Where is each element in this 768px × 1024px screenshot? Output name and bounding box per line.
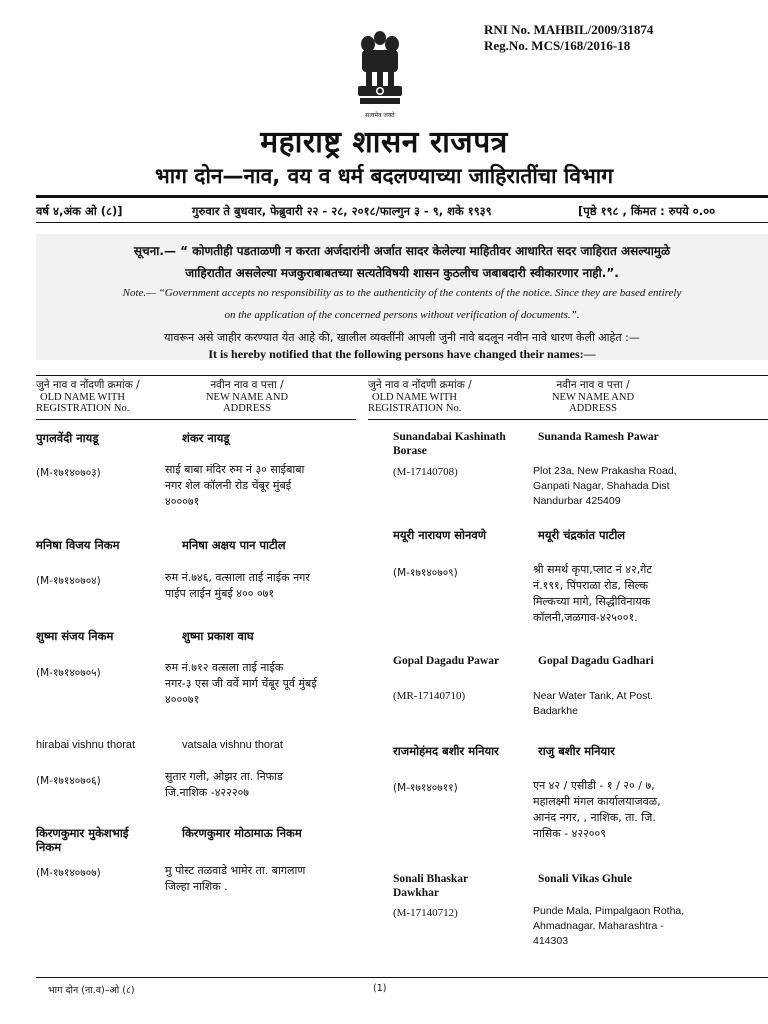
left-address-4: सुतार गली, ओझर ता. निफाड जि.नाशिक -४२२२०७ [165,770,283,799]
rni-number: RNI No. MAHBIL/2009/31874 [484,22,654,37]
right-reg-3: (MR-17140710) [393,690,466,702]
right-old-name-5: Sonali Bhaskar Dawkhar [393,873,469,899]
left-address-3: रुम नं.७१२ वत्सला ताई नाईक नगर-३ एस जी वर्वे मार्ग चेंबूर पूर्व मुंबई ४०००७१ [165,661,317,706]
right-reg-2: (M-१७१४०७०९) [393,567,458,579]
notice-marathi-line-2: जाहिरातीत असलेल्या मजकुराबाबतच्या सत्यतेविषयी शासन कुठलीच जबाबदारी स्वीकारणार नाही.”. [185,266,619,280]
state-emblem-icon [348,28,412,120]
left-new-name-1: शंकर नायडू [182,431,230,445]
left-reg-5: (M-१७१४०७०७) [36,867,101,879]
right-old-name-3: Gopal Dagadu Pawar [393,655,500,667]
right-old-name-4: राजमोहंमद बशीर मनियार [393,744,499,758]
right-address-2: श्री समर्थ कृपा,प्लाट नं ४२,गेट नं.१९१, पिंपराळा रोड, सिल्क मिल्कच्या मागे, सिद्धीविनायक कॉलनी,जळगाव-४२५००१. [533,563,652,624]
left-new-name-3: शुष्मा प्रकाश वाघ [182,629,254,643]
notice-marathi-line-3: यावरून असे जाहीर करण्यात येत आहे की, खालील व्यक्तींनी आपली जुनी नावे बदलून नवीन नावे धारण केली आहेत :— [164,331,640,344]
right-old-name-1: Sunandabai Kashinath Borase [393,431,506,457]
table-top-rule [36,375,768,376]
right-new-name-1: Sunanda Ramesh Pawar [538,431,659,443]
right-reg-5: (M-17140712) [393,907,458,919]
right-old-name-2: मयूरी नारायण सोनवणे [393,528,487,542]
notice-marathi-line-1: सूचना.— “ कोणतीही पडताळणी न करता अर्जदारांनी अर्जात सादर केलेल्या माहितीवर आधारित सदर जाहिरात असल्यामुळे [133,244,671,258]
right-reg-4: (M-१७१४०७११) [393,782,458,794]
old-name-header-left: जुने नाव व नोंदणी क्रमांक / OLD NAME WITH REGISTRATION No. [36,379,140,414]
registration-number: Reg.No. MCS/168/2016-18 [484,38,631,53]
left-old-name-2: मनिषा विजय निकम [36,538,120,552]
footer-section-label: भाग दोन (ना.व)–ओ (८) [48,985,135,996]
issue-pages-price: [पृष्ठे १९८ , किंमत : रुपये ०.०० [578,204,716,218]
emblem-motto: सत्यमेव जयते [365,112,395,119]
page-number: (1) [373,983,387,994]
right-reg-1: (M-17140708) [393,466,458,478]
left-old-name-5: किरणकुमार मुकेशभाई निकम [36,826,129,854]
right-address-1: Plot 23a, New Prakasha Road, Ganpati Nagar, Shahada Dist Nandurbar 425409 [533,465,677,507]
notice-english-line-1: Note.— “Government accepts no responsibility as to the authenticity of the contents of the notice. Since they are based entirely [122,287,682,299]
notice-english-line-2: on the application of the concerned persons without verification of documents.”. [224,309,580,321]
right-address-4: एन ४२ / एसीडी - १ / २० / ७, महालक्ष्मी मंगल कार्यालयाजवळ, आनंद नगर, , नाशिक, ता. जि. नासिक - ४२२००९ [533,779,661,840]
issue-volume: वर्ष ४,अंक ओ (८)] [36,204,123,218]
old-name-header-right: जुने नाव व नोंदणी क्रमांक / OLD NAME WITH REGISTRATION No. [368,379,472,414]
left-address-1: साई बाबा मंदिर रुम नं ३० साईबाबा नगर शेल कॉलनी रोड चेंबूर मुंबई ४०००७१ [165,463,305,508]
issue-date: गुरुवार ते बुधवार, फेब्रुवारी २२ - २८, २०१८/फाल्गुन ३ - ९, शके १९३९ [192,204,492,218]
left-old-name-4: hirabai vishnu thorat [36,739,136,751]
right-address-5: Punde Mala, Pimpalgaon Rotha, Ahmadnagar, Maharashtra - 414303 [533,905,685,947]
right-new-name-2: मयूरी चंद्रकांत पाटील [538,528,626,542]
header-underline-right [368,419,768,420]
right-new-name-4: राजु बशीर मनियार [538,744,615,758]
top-rule [36,195,768,198]
left-new-name-5: किरणकुमार मोठामाऊ निकम [182,826,302,840]
left-address-5: मु पोस्ट तळवाडे भामेर ता. बागलाण जिल्हा नाशिक . [165,864,306,893]
new-name-header-left: नवीन नाव व पत्ता / NEW NAME AND ADDRESS [205,379,289,414]
left-reg-1: (M-१७१४०७०३) [36,467,101,479]
new-name-header-right: नवीन नाव व पत्ता / NEW NAME AND ADDRESS [551,379,635,414]
gazette-title: महाराष्ट्र शासन राजपत्र [260,125,508,160]
notice-english-line-3: It is hereby notified that the following persons have changed their names:— [208,347,596,361]
header-underline-left [36,419,356,420]
left-old-name-1: पुगलवेंदी नायडू [36,431,99,445]
issue-rule [36,222,768,223]
left-reg-3: (M-१७१४०७०५) [36,667,101,679]
left-old-name-3: शुष्मा संजय निकम [36,629,114,643]
right-new-name-5: Sonali Vikas Ghule [538,873,632,885]
left-address-2: रुम नं.७४६, वत्साला ताई नाईक नगर पाईप लाईन मुंबई ४०० ०७१ [165,571,310,600]
left-new-name-4: vatsala vishnu thorat [182,739,283,751]
left-new-name-2: मनिषा अक्षय पान पाटील [182,538,286,552]
left-reg-4: (M-१७१४०७०६) [36,775,101,787]
right-address-3: Near Water Tank, At Post. Badarkhe [533,690,654,717]
gazette-subtitle: भाग दोन—नाव, वय व धर्म बदलण्याच्या जाहिरातींचा विभाग [154,164,614,188]
footer-rule [36,977,768,978]
right-new-name-3: Gopal Dagadu Gadhari [538,655,654,667]
left-reg-2: (M-१७१४०७०४) [36,575,101,587]
